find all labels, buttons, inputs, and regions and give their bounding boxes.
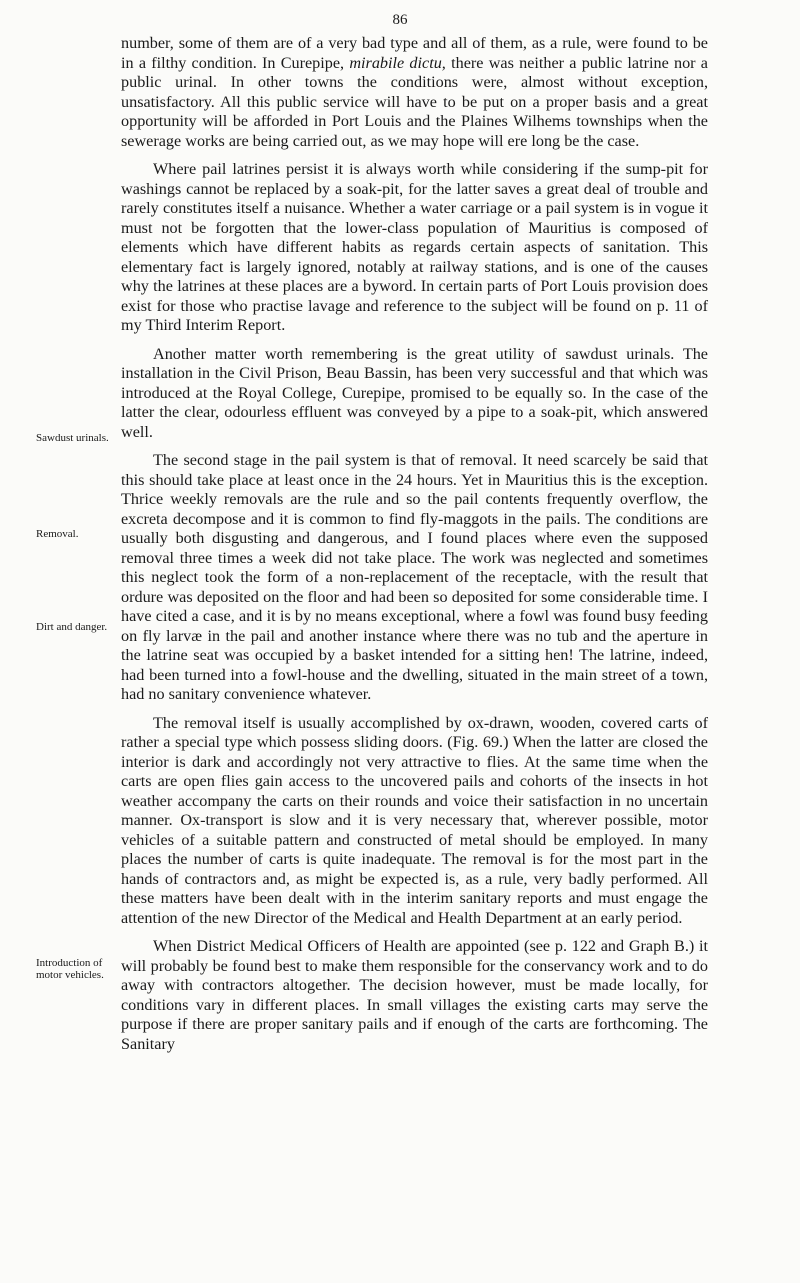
page-number: 86 [392,12,408,28]
margin-note-motor: Introduction of motor vehicles. [36,957,104,981]
paragraph-1-italic: mirabile dictu, [349,53,446,72]
paragraph-4: The second stage in the pail system is that of removal. It need scarcely be said that this should take place at least once in the 24 hours. Yet in Mauritius this is the exception. Thrice weekly removals are the rule and so the pail contents frequently overflow, the excreta decompose and it is common to find fly-maggots in the pails. The conditions are usually both disgusting and dangerous, and I found places where even the supposed removal three times a week did not take place. The work was neglected and sometimes this neglect took the form of a non-replacement of the receptacle, with the result that ordure was deposited on the floor and had been so deposited for some considerable time. I have cited a case, and it is by no means exceptional, where a fowl was found busy feeding on fly larvæ in the pail and another instance where there was no tub and the aperture in the latrine seat was occupied by a basket intended for a sitting hen! The latrine, indeed, had been turned into a fowl-house and the dwelling, situated in the main street of a town, had no sanitary convenience whatever. [121,451,708,703]
margin-note-sawdust: Sawdust urinals. [36,432,109,444]
paragraph-1-part-a: number, some of them are of a very bad type and all of them, as a rule, were found to be in a filthy condition. In Curepipe, [121,34,708,72]
paragraph-5: The removal itself is usually accomplished by ox-drawn, wooden, covered carts of rather a special type which possess sliding doors. (Fig. 69.) When the latter are closed the interior is dark and accordingly not very attractive to flies. At the same time when the carts are open flies gain access to the uncovered pails and cohorts of the insects in hot weather accompany the carts on their rounds and voice their satisfaction in no uncertain manner. Ox-transport is slow and it is very necessary that, wherever possible, motor vehicles of a suitable pattern and constructed of metal should be employed. In many places the number of carts is quite inadequate. The removal is for the most part in the hands of contractors and, as might be expected is, as a rule, very badly performed. All these matters have been dealt with in the interim sanitary reports and must engage the attention of the new Director of the Medical and Health Department at an early period. [121,713,708,927]
paragraph-2: Where pail latrines persist it is always worth while considering if the sump-pit for washings cannot be replaced by a soak-pit, for the latter saves a great deal of trouble and rarely constitutes itself a nuisance. Whether a water carriage or a pail system is in vogue it must not be forgotten that the lower-class population of Mauritius is composed of elements which have different habits as regards certain aspects of sanitation. This elementary fact is largely ignored, notably at railway stations, and is one of the causes why the latrines at these places are a byword. In certain parts of Port Louis provision does exist for those who practise lavage and reference to the subject will be found on p. 11 of my Third Interim Report. [121,160,708,334]
paragraph-1-part-b: there was neither a public latrine nor a public urinal. In other towns the conditions were, almost without exception, unsatisfactory. All this public service will have to be put on a proper basis and a great opportunity will be afforded in Port Louis and the Plaines Wilhems townships when the sewerage works are being carried out, as we may hope will ere long be the case. [121,53,708,150]
paragraph-3: Another matter worth remembering is the great utility of sawdust urinals. The installation in the Civil Prison, Beau Bassin, has been very successful and that which was introduced at the Royal College, Curepipe, promised to be equally so. In the case of the latter the clear, odourless effluent was conveyed by a pipe to a soak-pit, which answered well. [121,344,708,441]
paragraph-6: When District Medical Officers of Health are appointed (see p. 122 and Graph B.) it will probably be found best to make them responsible for the conservancy work and to do away with contractors altogether. The decision however, must be made locally, for conditions vary in different places. In small villages the existing carts may serve the purpose if there are proper sanitary pails and if enough of the carts are forthcoming. The Sanitary [121,937,708,1053]
paragraph-1 [121,34,708,151]
body-text [121,34,708,1063]
margin-note-removal: Removal. [36,528,79,540]
margin-note-dirt: Dirt and danger. [36,621,108,633]
